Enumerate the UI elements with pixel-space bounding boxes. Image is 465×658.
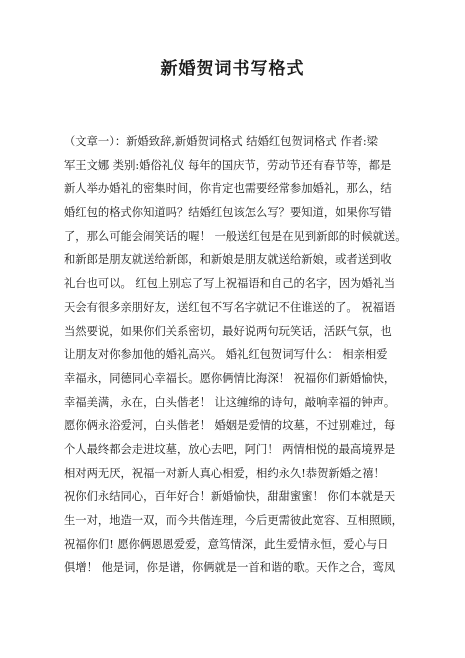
body-text-line: 生一对，地造一双，而今共偕连理，今后更需彼此宽容、互相照顾， [64,514,403,527]
body-text-line: 祝福你们! 愿你俩恩恩爱爱，意笃情深，此生爱情永恒，爱心与日 [64,537,389,551]
body-text-line: 相对两无厌，祝福一对新人真心相爱，相约永久!恭贺新婚之禧！ [64,466,385,480]
body-text-line: 祝你们永结同心，百年好合！新婚愉快，甜甜蜜蜜！ 你们本就是天 [64,490,396,504]
body-text-line: 天会有很多亲朋好友，送红包不写名字就记不住谁送的了。 祝福语 [64,300,396,314]
body-text-line: 军王文娜 类别:婚俗礼仪 每年的国庆节，劳动节还有春节等，都是 [64,158,392,172]
body-text-line: 幸福永，同德同心幸福长。愿你俩情比海深！ 祝福你们新婚愉快， [64,371,396,385]
body-text-line: 了，那么可能会闹笑话的喔！ 一般送红包是在见到新郎的时候就送。 [64,229,407,243]
body-text-line: 俱增！ 他是词，你是谱，你俩就是一首和谐的歌。天作之合，鸾凤 [64,561,396,575]
body-text-line: 愿你俩永浴爱河，白头偕老！ 婚姻是爱情的坟墓，不过别难过，每 [64,419,396,433]
body-text-line: 和新郎是朋友就送给新郎，和新娘是朋友就送给新娘，或者送到收 [64,253,392,267]
document-title: 新婚贺词书写格式 [160,59,305,79]
body-text-line: 让朋友对你参加他的婚礼高兴。 婚礼红包贺词写什么： 相亲相爱 [64,348,388,362]
document-body [64,130,410,580]
body-text-line: 婚红包的格式你知道吗？结婚红包该怎么写？要知道，如果你写错 [64,206,392,220]
body-text-line: 幸福美满，永在，白头偕老！ 让这缠绵的诗句，敲响幸福的钟声。 [64,395,396,409]
body-text-line: 礼台也可以。 红包上别忘了写上祝福语和自己的名字，因为婚礼当 [64,277,396,291]
body-text-line: （文章一）：新婚致辞,新婚贺词格式 结婚红包贺词格式 作者:梁 [64,135,378,148]
body-text-line: 个人最终都会走进坟墓，放心去吧，阿门！ 两情相悦的最高境界是 [64,442,396,456]
body-text-line: 新人举办婚礼的密集时间，你肯定也需要经常参加婚礼，那么，结 [64,182,392,196]
body-text-line: 当然要说，如果你们关系密切，最好说两句玩笑话，活跃气氛，也 [64,324,392,338]
